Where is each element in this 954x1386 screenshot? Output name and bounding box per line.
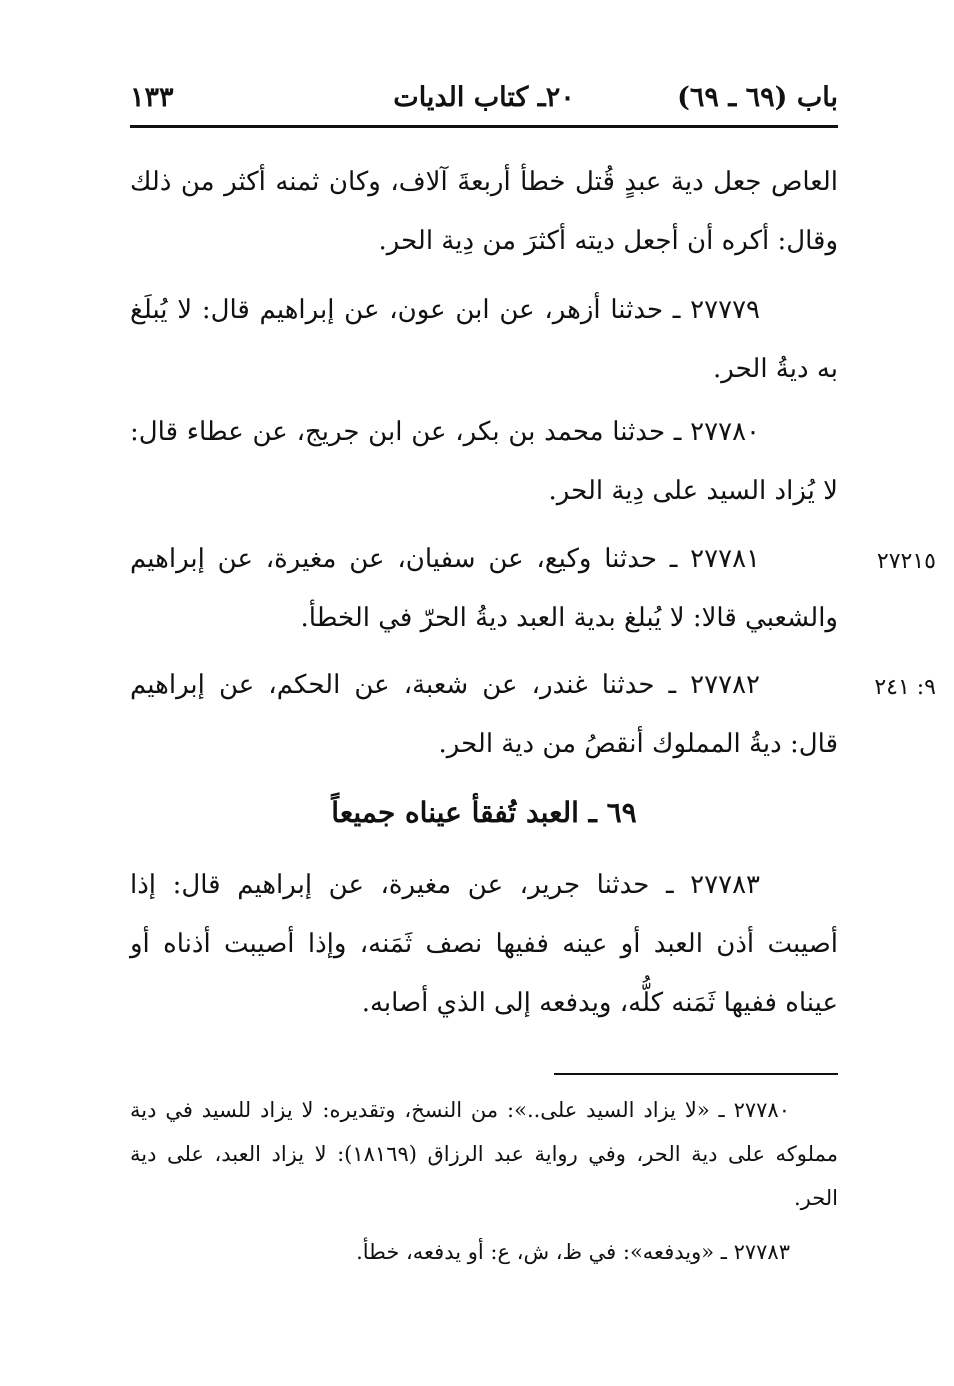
section-heading: ٦٩ ـ العبد تُفقأ عيناه جميعاً [331,796,637,829]
hadith-27783: ٢٧٧٨٣ ـ حدثنا جرير، عن مغيرة، عن إبراهيم قال: إذا أصيبت أذن العبد أو عينه ففيها نصف ثَمَنه، وإذا أصيبت أذناه أو عيناه ففيها ثَمَنه كلُّه، ويدفعه إلى الذي أصابه. [130,870,838,1018]
hadith-27781: ٢٧٧٨١ ـ حدثنا وكيع، عن سفيان، عن مغيرة، عن إبراهيم والشعبي قالا: لا يُبلغ بدية العبد ديةُ الحرّ في الخطأ. [130,544,838,633]
margin-reference-9-241: ٩: ٢٤١ [874,675,936,700]
hadith-27779: ٢٧٧٧٩ ـ حدثنا أزهر، عن ابن عون، عن إبراهيم قال: لا يُبلَغ به ديةُ الحر. [130,295,838,384]
footnote-27783: ٢٧٧٨٣ ـ «ويدفعه»: في ظ، ش، ع: أو يدفعه، خطأ. [356,1240,790,1264]
hadith-27780: ٢٧٧٨٠ ـ حدثنا محمد بن بكر، عن ابن جريج، عن عطاء قال: لا يُزاد السيد على دِية الحر. [130,417,838,506]
footnote-27780: ٢٧٧٨٠ ـ «لا يزاد السيد على..»: من النسخ، وتقديره: لا يزاد للسيد في دية مملوكه على دية الحر، وفي رواية عبد الرزاق (١٨١٦٩): لا يزاد العبد، على دية الحر. [130,1098,838,1210]
margin-reference-27215: ٢٧٢١٥ [876,549,936,574]
page-number: ١٣٣ [130,82,174,113]
header-divider [130,125,838,128]
page-header [130,80,838,126]
footnote-divider [554,1073,838,1075]
chapter-reference: باب (٦٩ ـ ٦٩) [677,82,838,113]
hadith-27782: ٢٧٧٨٢ ـ حدثنا غندر، عن شعبة، عن الحكم، عن إبراهيم قال: ديةُ المملوك أنقصُ من دية الحر. [130,670,838,759]
paragraph-continuation: العاص جعل دية عبدٍ قُتل خطأ أربعةَ آلاف، وكان ثمنه أكثر من ذلك وقال: أكره أن أجعل ديته أكثرَ من دِية الحر. [130,167,838,256]
book-title: ٢٠ـ كتاب الديات [393,82,575,113]
